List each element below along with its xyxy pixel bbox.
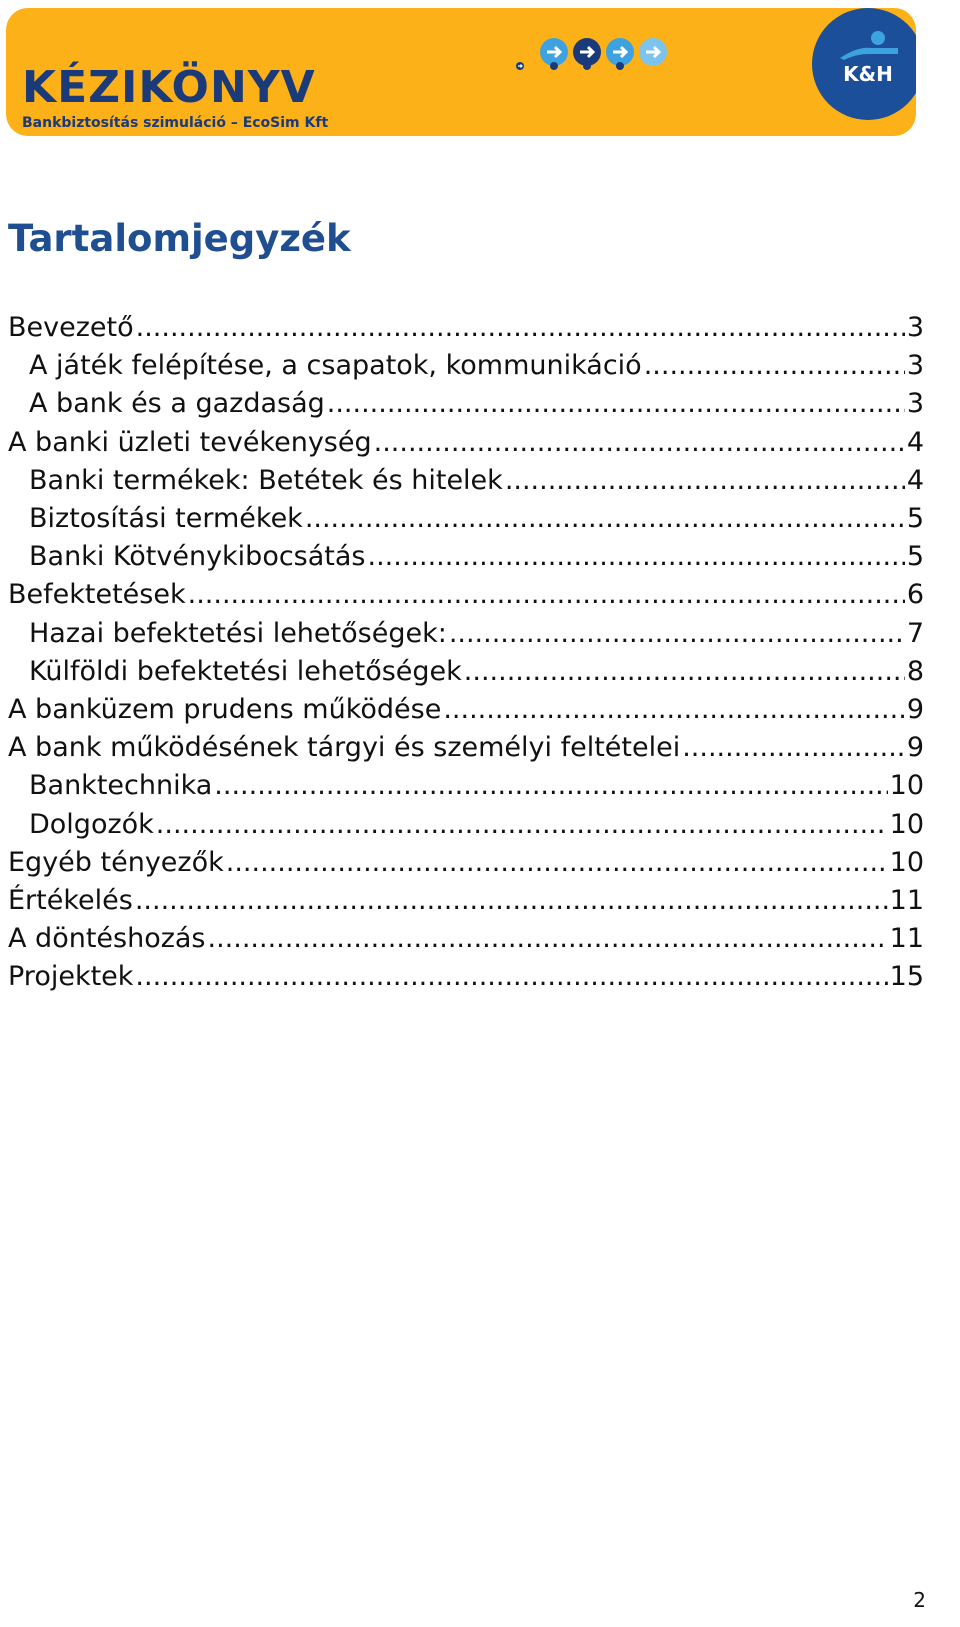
toc-entry-page: 3	[906, 312, 924, 343]
toc-entry[interactable]	[29, 807, 924, 843]
toc-leader-dots	[214, 768, 887, 804]
toc-entry-page: 4	[906, 426, 924, 458]
toc-entry-label: Projektek	[8, 961, 134, 993]
toc-entry[interactable]	[8, 959, 924, 995]
toc-leader-dots	[644, 348, 905, 384]
toc-entry-page: 10	[889, 846, 924, 878]
header-banner	[6, 8, 916, 136]
toc-entry[interactable]	[8, 310, 924, 346]
toc-leader-dots	[135, 959, 887, 995]
arrow-right-circle-icon[interactable]	[606, 38, 634, 70]
toc-entry[interactable]	[29, 654, 924, 690]
toc-leader-dots	[305, 501, 905, 537]
toc-leader-dots	[327, 386, 905, 422]
toc-entry[interactable]	[29, 501, 924, 537]
toc-entry-page: 3	[906, 388, 924, 420]
toc-entry-label: Értékelés	[8, 885, 133, 916]
kh-logo-figure-icon	[838, 30, 902, 60]
arrow-right-small-icon[interactable]	[516, 62, 524, 70]
toc-leader-dots	[208, 921, 888, 957]
kh-logo-text: K&H	[843, 62, 893, 86]
toc-entry[interactable]	[8, 921, 924, 957]
toc-entry-label: A bank működésének tárgyi és személyi feltételei	[8, 732, 681, 764]
toc-leader-dots	[135, 883, 888, 919]
toc-entry-label: Biztosítási termékek	[29, 503, 303, 534]
toc-entry-label: Bevezető	[8, 312, 134, 343]
nav-arrows	[506, 26, 686, 86]
toc-entry-label: Dolgozók	[29, 808, 154, 840]
toc-entry-page: 15	[889, 961, 924, 993]
toc-entry-label: Banktechnika	[29, 770, 213, 802]
toc-entry[interactable]	[29, 616, 924, 652]
toc-entry-page: 10	[889, 770, 924, 802]
toc-entry-page: 10	[889, 808, 924, 840]
toc-entry[interactable]	[29, 539, 924, 575]
toc-entry-page: 5	[906, 541, 924, 573]
toc-entry-page: 11	[889, 885, 924, 916]
toc-leader-dots	[682, 730, 905, 766]
toc-leader-dots	[368, 539, 905, 575]
toc-entry-label: Egyéb tényezők	[8, 846, 224, 878]
toc-entry-label: Hazai befektetési lehetőségek:	[29, 617, 447, 649]
page-number: 2	[913, 1588, 926, 1612]
toc-leader-dots	[188, 577, 905, 613]
toc-entry-label: A banküzem prudens működése	[8, 694, 442, 725]
toc-entry-label: Banki termékek: Betétek és hitelek	[29, 464, 503, 496]
arrow-right-circle-icon[interactable]	[540, 38, 568, 70]
toc-entry-page: 9	[906, 732, 924, 764]
manual-title: KÉZIKÖNYV	[22, 62, 316, 113]
toc-entry[interactable]	[8, 730, 924, 766]
toc-entry-page: 8	[906, 655, 924, 687]
toc-entry-label: Banki Kötvénykibocsátás	[29, 541, 366, 573]
toc-entry-label: A banki üzleti tevékenység	[8, 426, 372, 458]
toc-entry[interactable]	[29, 386, 924, 422]
toc-entry-label: Külföldi befektetési lehetőségek	[29, 655, 462, 687]
toc-entry[interactable]	[29, 463, 924, 499]
toc-entry-page: 4	[906, 464, 924, 496]
kh-logo	[812, 8, 916, 120]
toc-entry[interactable]	[8, 425, 924, 461]
toc-entry-label: A döntéshozás	[8, 923, 206, 955]
toc-entry-page: 5	[906, 503, 924, 534]
toc-leader-dots	[156, 807, 888, 843]
toc-heading: Tartalomjegyzék	[8, 217, 351, 260]
arrow-right-circle-icon[interactable]	[639, 38, 667, 66]
toc-entry-page: 3	[906, 350, 924, 382]
toc-entry-page: 9	[906, 694, 924, 725]
toc-entry[interactable]	[8, 577, 924, 613]
toc-entry[interactable]	[29, 348, 924, 384]
toc-leader-dots	[464, 654, 905, 690]
toc-leader-dots	[226, 845, 888, 881]
toc-entry-label: A játék felépítése, a csapatok, kommunikáció	[29, 350, 642, 382]
toc-entry[interactable]	[8, 883, 924, 919]
toc-entry-page: 7	[906, 617, 924, 649]
toc-entry-page: 6	[906, 579, 924, 611]
toc-entry[interactable]	[8, 692, 924, 728]
arrow-right-circle-icon[interactable]	[573, 38, 601, 70]
toc-entry[interactable]	[29, 768, 924, 804]
toc-leader-dots	[374, 425, 905, 461]
toc-leader-dots	[505, 463, 905, 499]
toc-entry-label: A bank és a gazdaság	[29, 388, 325, 420]
toc-leader-dots	[443, 692, 904, 728]
toc-entry-label: Befektetések	[8, 579, 186, 611]
manual-subtitle: Bankbiztosítás szimuláció – EcoSim Kft	[22, 115, 329, 131]
toc-entry-page: 11	[889, 923, 924, 955]
toc-leader-dots	[136, 310, 905, 346]
toc-leader-dots	[449, 616, 905, 652]
toc-entry[interactable]	[8, 845, 924, 881]
